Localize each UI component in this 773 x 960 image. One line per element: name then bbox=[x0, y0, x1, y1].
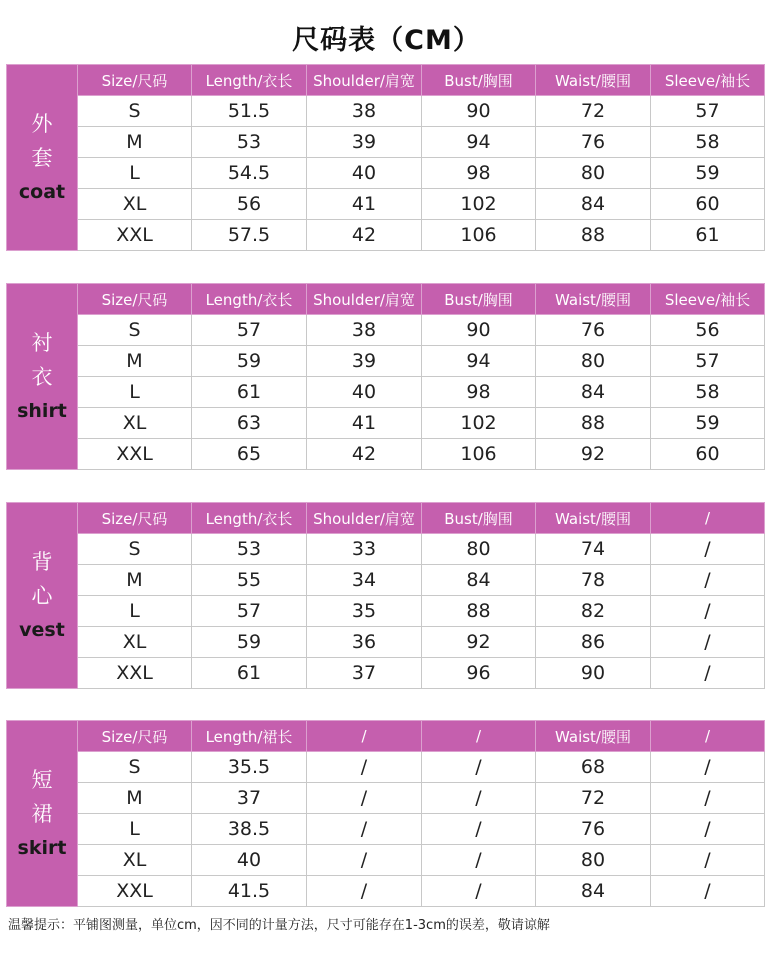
table-header-row bbox=[7, 65, 765, 96]
table-cell: M bbox=[78, 127, 192, 158]
table-cell: 80 bbox=[536, 346, 651, 377]
table-cell: 76 bbox=[536, 127, 651, 158]
column-header: Bust/胸围 bbox=[422, 503, 536, 534]
table-row bbox=[7, 658, 765, 689]
size-table-skirt bbox=[6, 720, 765, 907]
table-row bbox=[7, 814, 765, 845]
table-cell: 78 bbox=[536, 565, 651, 596]
table-row bbox=[7, 565, 765, 596]
table-cell: / bbox=[651, 565, 765, 596]
table-cell: / bbox=[307, 876, 422, 907]
table-cell: 74 bbox=[536, 534, 651, 565]
column-header: / bbox=[651, 721, 765, 752]
table-cell: / bbox=[422, 814, 536, 845]
column-header: Shoulder/肩宽 bbox=[307, 503, 422, 534]
table-row bbox=[7, 377, 765, 408]
table-cell: XL bbox=[78, 627, 192, 658]
table-cell: 106 bbox=[422, 439, 536, 470]
table-cell: 41 bbox=[307, 408, 422, 439]
table-cell: 51.5 bbox=[192, 96, 307, 127]
table-cell: 94 bbox=[422, 346, 536, 377]
table-cell: 86 bbox=[536, 627, 651, 658]
table-cell: 84 bbox=[536, 189, 651, 220]
table-cell: 84 bbox=[536, 876, 651, 907]
table-cell: / bbox=[651, 845, 765, 876]
table-cell: / bbox=[307, 814, 422, 845]
table-cell: 88 bbox=[536, 408, 651, 439]
table-cell: S bbox=[78, 315, 192, 346]
column-header: / bbox=[651, 503, 765, 534]
table-cell: 90 bbox=[422, 96, 536, 127]
column-header: Shoulder/肩宽 bbox=[307, 65, 422, 96]
table-cell: / bbox=[307, 783, 422, 814]
table-cell: XL bbox=[78, 845, 192, 876]
table-cell: 38 bbox=[307, 315, 422, 346]
table-cell: 63 bbox=[192, 408, 307, 439]
column-header: Size/尺码 bbox=[78, 503, 192, 534]
table-cell: S bbox=[78, 96, 192, 127]
table-cell: / bbox=[651, 876, 765, 907]
table-cell: M bbox=[78, 565, 192, 596]
table-cell: 84 bbox=[422, 565, 536, 596]
table-cell: / bbox=[651, 534, 765, 565]
table-row bbox=[7, 408, 765, 439]
table-row bbox=[7, 876, 765, 907]
table-cell: XL bbox=[78, 189, 192, 220]
size-table-coat bbox=[6, 64, 765, 251]
table-cell: 92 bbox=[422, 627, 536, 658]
table-cell: 57.5 bbox=[192, 220, 307, 251]
table-cell: 98 bbox=[422, 158, 536, 189]
table-cell: 82 bbox=[536, 596, 651, 627]
table-row bbox=[7, 346, 765, 377]
table-row bbox=[7, 96, 765, 127]
column-header: Sleeve/袖长 bbox=[651, 284, 765, 315]
table-row bbox=[7, 534, 765, 565]
table-cell: 59 bbox=[651, 158, 765, 189]
table-cell: 39 bbox=[307, 127, 422, 158]
table-cell: L bbox=[78, 596, 192, 627]
table-cell: 60 bbox=[651, 189, 765, 220]
table-cell: 76 bbox=[536, 315, 651, 346]
size-table-vest bbox=[6, 502, 765, 689]
table-cell: 58 bbox=[651, 377, 765, 408]
table-cell: 72 bbox=[536, 96, 651, 127]
table-cell: 53 bbox=[192, 534, 307, 565]
table-header-row bbox=[7, 503, 765, 534]
table-cell: 61 bbox=[651, 220, 765, 251]
category-label: 衬 衣 shirt bbox=[7, 284, 78, 470]
category-label: 外 套 coat bbox=[7, 65, 78, 251]
table-cell: M bbox=[78, 783, 192, 814]
table-cell: 90 bbox=[422, 315, 536, 346]
table-cell: 56 bbox=[651, 315, 765, 346]
table-cell: 53 bbox=[192, 127, 307, 158]
table-row bbox=[7, 315, 765, 346]
column-header: Length/衣长 bbox=[192, 65, 307, 96]
table-cell: 65 bbox=[192, 439, 307, 470]
table-cell: 34 bbox=[307, 565, 422, 596]
size-table-shirt bbox=[6, 283, 765, 470]
table-cell: 36 bbox=[307, 627, 422, 658]
column-header: Waist/腰围 bbox=[536, 721, 651, 752]
table-cell: / bbox=[422, 876, 536, 907]
table-cell: 40 bbox=[307, 158, 422, 189]
table-cell: 38 bbox=[307, 96, 422, 127]
table-cell: 76 bbox=[536, 814, 651, 845]
column-header: Length/裙长 bbox=[192, 721, 307, 752]
table-cell: S bbox=[78, 534, 192, 565]
table-row bbox=[7, 220, 765, 251]
column-header: Shoulder/肩宽 bbox=[307, 284, 422, 315]
table-cell: 88 bbox=[536, 220, 651, 251]
table-row bbox=[7, 752, 765, 783]
table-cell: / bbox=[422, 752, 536, 783]
table-cell: 57 bbox=[651, 96, 765, 127]
table-cell: 80 bbox=[422, 534, 536, 565]
table-row bbox=[7, 127, 765, 158]
table-cell: 57 bbox=[651, 346, 765, 377]
table-cell: 61 bbox=[192, 377, 307, 408]
column-header: / bbox=[307, 721, 422, 752]
table-row bbox=[7, 158, 765, 189]
table-cell: 37 bbox=[192, 783, 307, 814]
table-cell: 72 bbox=[536, 783, 651, 814]
table-cell: 54.5 bbox=[192, 158, 307, 189]
table-cell: 41.5 bbox=[192, 876, 307, 907]
table-cell: 59 bbox=[651, 408, 765, 439]
column-header: Waist/腰围 bbox=[536, 65, 651, 96]
table-header-row bbox=[7, 284, 765, 315]
table-cell: 33 bbox=[307, 534, 422, 565]
table-cell: 37 bbox=[307, 658, 422, 689]
column-header: Waist/腰围 bbox=[536, 284, 651, 315]
table-header-row bbox=[7, 721, 765, 752]
column-header: Waist/腰围 bbox=[536, 503, 651, 534]
table-cell: S bbox=[78, 752, 192, 783]
table-cell: 56 bbox=[192, 189, 307, 220]
table-cell: 55 bbox=[192, 565, 307, 596]
table-cell: 42 bbox=[307, 220, 422, 251]
table-cell: 57 bbox=[192, 315, 307, 346]
table-cell: 58 bbox=[651, 127, 765, 158]
column-header: Size/尺码 bbox=[78, 721, 192, 752]
table-row bbox=[7, 845, 765, 876]
table-cell: 84 bbox=[536, 377, 651, 408]
measurement-note: 温馨提示：平铺图测量，单位cm，因不同的计量方法，尺寸可能存在1-3cm的误差，敬请谅解 bbox=[8, 918, 550, 933]
table-cell: 61 bbox=[192, 658, 307, 689]
table-cell: XL bbox=[78, 408, 192, 439]
table-cell: 57 bbox=[192, 596, 307, 627]
table-cell: 102 bbox=[422, 408, 536, 439]
table-cell: 90 bbox=[536, 658, 651, 689]
table-cell: 88 bbox=[422, 596, 536, 627]
table-cell: M bbox=[78, 346, 192, 377]
table-cell: L bbox=[78, 158, 192, 189]
table-cell: 106 bbox=[422, 220, 536, 251]
table-cell: L bbox=[78, 814, 192, 845]
table-cell: 80 bbox=[536, 158, 651, 189]
table-cell: / bbox=[651, 814, 765, 845]
table-cell: XXL bbox=[78, 220, 192, 251]
table-cell: / bbox=[651, 752, 765, 783]
table-cell: XXL bbox=[78, 658, 192, 689]
table-cell: 59 bbox=[192, 627, 307, 658]
table-cell: 96 bbox=[422, 658, 536, 689]
table-cell: XXL bbox=[78, 876, 192, 907]
table-cell: / bbox=[422, 783, 536, 814]
table-cell: 38.5 bbox=[192, 814, 307, 845]
table-row bbox=[7, 439, 765, 470]
column-header: Length/衣长 bbox=[192, 503, 307, 534]
table-cell: / bbox=[651, 596, 765, 627]
table-cell: 59 bbox=[192, 346, 307, 377]
table-row bbox=[7, 189, 765, 220]
table-cell: 42 bbox=[307, 439, 422, 470]
table-cell: 98 bbox=[422, 377, 536, 408]
table-cell: 102 bbox=[422, 189, 536, 220]
table-cell: 80 bbox=[536, 845, 651, 876]
page-title: 尺码表（CM） bbox=[292, 25, 481, 56]
column-header: / bbox=[422, 721, 536, 752]
table-cell: 35.5 bbox=[192, 752, 307, 783]
column-header: Length/衣长 bbox=[192, 284, 307, 315]
column-header: Size/尺码 bbox=[78, 284, 192, 315]
table-cell: / bbox=[651, 783, 765, 814]
category-label: 背 心 vest bbox=[7, 503, 78, 689]
table-cell: / bbox=[651, 658, 765, 689]
table-cell: / bbox=[307, 845, 422, 876]
table-cell: 68 bbox=[536, 752, 651, 783]
table-cell: 60 bbox=[651, 439, 765, 470]
column-header: Sleeve/袖长 bbox=[651, 65, 765, 96]
table-cell: 40 bbox=[192, 845, 307, 876]
column-header: Bust/胸围 bbox=[422, 65, 536, 96]
table-row bbox=[7, 596, 765, 627]
table-row bbox=[7, 627, 765, 658]
table-cell: L bbox=[78, 377, 192, 408]
table-cell: 40 bbox=[307, 377, 422, 408]
category-label: 短 裙 skirt bbox=[7, 721, 78, 907]
table-row bbox=[7, 783, 765, 814]
table-cell: 39 bbox=[307, 346, 422, 377]
table-cell: 94 bbox=[422, 127, 536, 158]
table-cell: 35 bbox=[307, 596, 422, 627]
column-header: Bust/胸围 bbox=[422, 284, 536, 315]
column-header: Size/尺码 bbox=[78, 65, 192, 96]
table-cell: 41 bbox=[307, 189, 422, 220]
table-cell: / bbox=[307, 752, 422, 783]
table-cell: / bbox=[422, 845, 536, 876]
table-cell: XXL bbox=[78, 439, 192, 470]
table-cell: / bbox=[651, 627, 765, 658]
table-cell: 92 bbox=[536, 439, 651, 470]
